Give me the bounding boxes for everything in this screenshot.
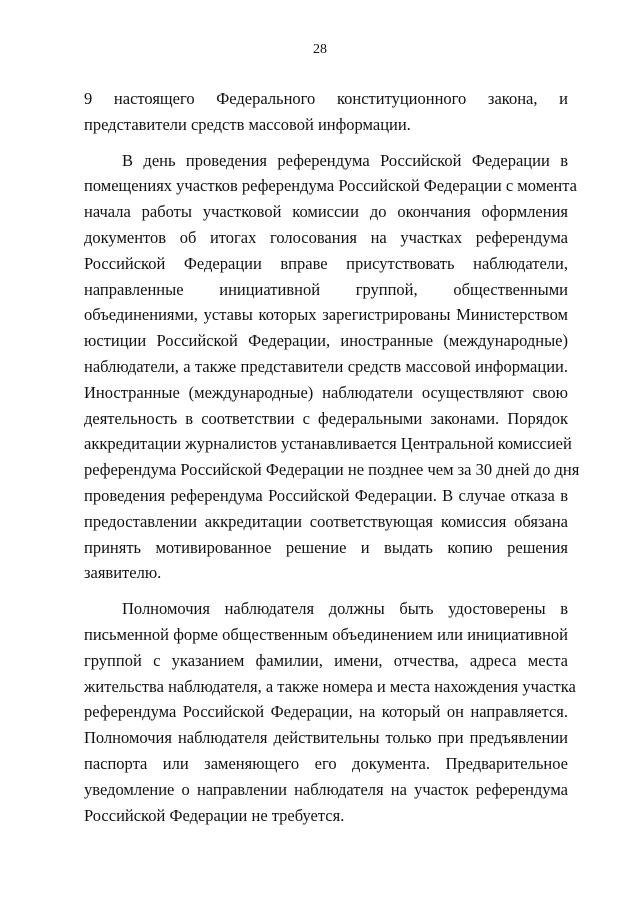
text-line: Полномочия наблюдателя действительны только при предъявлении: [84, 728, 568, 748]
text-line: жительства наблюдателя, а также номера и места нахождения участка: [84, 676, 576, 696]
text-line: письменной форме общественным объединением или инициативной: [84, 624, 568, 644]
text-line: документов об итогах голосования на участках референдума: [84, 227, 568, 247]
text-line: начала работы участковой комиссии до окончания оформления: [84, 202, 568, 222]
text-line: В день проведения референдума Российской Федерации в: [122, 150, 568, 170]
text-line: помещениях участков референдума Российской Федерации с момента: [84, 176, 577, 196]
text-line: представители средств массовой информации.: [84, 114, 411, 134]
text-line: референдума Российской Федерации, на который он направляется.: [84, 702, 568, 722]
paragraph-1: [84, 86, 568, 138]
text-line: уведомление о направлении наблюдателя на участок референдума: [84, 779, 568, 799]
text-line: предоставлении аккредитации соответствующая комиссия обязана: [84, 511, 568, 531]
text-line: Иностранные (международные) наблюдатели осуществляют свою: [84, 382, 568, 402]
text-line: заявителю.: [84, 563, 162, 583]
text-line: группой с указанием фамилии, имени, отчества, адреса места: [84, 650, 568, 670]
text-line: Российской Федерации вправе присутствовать наблюдатели,: [84, 253, 568, 273]
text-line: проведения референдума Российской Федерации. В случае отказа в: [84, 485, 568, 505]
text-line: юстиции Российской Федерации, иностранные (международные): [84, 331, 568, 351]
paragraph-3: [84, 596, 576, 828]
text-line: принять мотивированное решение и выдать копию решения: [84, 537, 568, 557]
text-line: объединениями, уставы которых зарегистрированы Министерством: [84, 305, 568, 325]
text-line: наблюдатели, а также представители средств массовой информации.: [84, 356, 568, 376]
document-body: [84, 86, 580, 828]
paragraph-2: [84, 148, 580, 587]
text-line: Полномочия наблюдателя должны быть удостоверены в: [122, 599, 568, 619]
page-number: 28: [313, 42, 327, 57]
text-line: паспорта или заменяющего его документа. Предварительное: [84, 753, 568, 773]
text-line: Российской Федерации не требуется.: [84, 805, 345, 825]
text-line: 9 настоящего Федерального конституционного закона, и: [84, 89, 568, 108]
text-line: референдума Российской Федерации не позднее чем за 30 дней до дня: [84, 460, 580, 480]
text-line: деятельность в соответствии с федеральными законами. Порядок: [84, 408, 568, 428]
text-line: аккредитации журналистов устанавливается Центральной комиссией: [84, 434, 572, 454]
text-line: направленные инициативной группой, общественными: [84, 279, 568, 299]
